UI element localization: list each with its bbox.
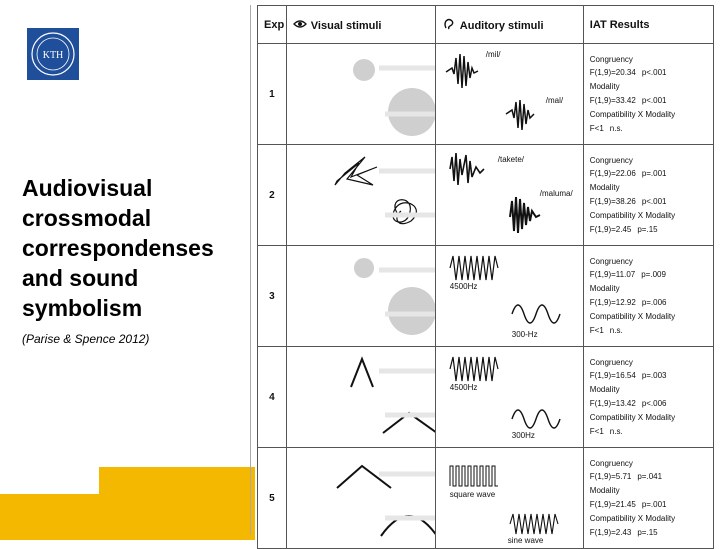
visual-stimulus-graphic [287, 448, 435, 543]
auditory-label: 300Hz [511, 431, 535, 440]
result-line: F(1,9)=21.45 p=.001 [589, 500, 667, 509]
iat-results [583, 347, 713, 448]
auditory-label: /mil/ [485, 50, 501, 59]
auditory-stimuli [435, 347, 583, 448]
header-exp: Exp [258, 6, 287, 44]
results-table [257, 5, 714, 549]
table-row [258, 246, 714, 347]
result-line: F(1,9)=5.71 p=.041 [589, 472, 663, 482]
auditory-stimuli [435, 448, 583, 549]
visual-stimulus-graphic [287, 44, 435, 139]
visual-stimuli [286, 448, 435, 549]
exp-number: 3 [258, 246, 287, 347]
result-line: Modality [589, 183, 620, 193]
visual-stimulus-graphic [287, 246, 435, 341]
accent-bar-tab [99, 467, 255, 495]
table-row [258, 145, 714, 246]
result-line: F(1,9)=2.45 p=.15 [589, 224, 658, 234]
result-line: Modality [589, 486, 620, 496]
result-line: F<1 n.s. [589, 325, 623, 335]
result-line: Congruency [589, 357, 633, 367]
waveform-graphic [436, 44, 583, 139]
result-line: F(1,9)=20.34 p<.001 [589, 68, 667, 78]
title-line: symbolism [22, 295, 143, 321]
visual-stimuli [286, 145, 435, 246]
header-auditory [435, 6, 583, 44]
result-line: Congruency [589, 155, 633, 165]
auditory-label: /takete/ [497, 155, 525, 164]
result-line: F(1,9)=13.42 p<.006 [589, 399, 667, 408]
result-line: Modality [589, 284, 620, 294]
kth-logo [27, 28, 79, 80]
svg-text:KTH: KTH [42, 50, 64, 61]
auditory-label: 4500Hz [449, 282, 478, 291]
result-line: Compatibility X Modality [589, 109, 676, 119]
header-iat: IAT Results [583, 6, 713, 44]
table-row [258, 347, 714, 448]
title-line: crossmodal [22, 205, 152, 231]
waveform-graphic [436, 347, 583, 442]
result-line: F(1,9)=11.07 p=.009 [589, 270, 666, 280]
auditory-label: /mal/ [545, 96, 564, 105]
auditory-stimuli [435, 44, 583, 145]
visual-stimuli [286, 246, 435, 347]
auditory-stimuli [435, 246, 583, 347]
eye-icon [293, 18, 307, 30]
auditory-label: square wave [449, 490, 496, 499]
auditory-label: /maluma/ [539, 189, 573, 198]
title-line: and sound [22, 265, 139, 291]
visual-stimulus-graphic [287, 145, 435, 240]
slide-title [22, 173, 247, 323]
result-line: Compatibility X Modality [589, 412, 676, 422]
waveform-graphic [436, 246, 583, 341]
header-visual [286, 6, 435, 44]
auditory-label: sine wave [507, 536, 544, 545]
table-row [258, 448, 714, 549]
visual-stimulus-graphic [287, 347, 435, 442]
result-line: F<1 n.s. [589, 426, 623, 436]
result-line: Compatibility X Modality [589, 311, 676, 321]
visual-stimuli [286, 347, 435, 448]
citation: (Parise & Spence 2012) [22, 332, 150, 346]
iat-results [583, 145, 713, 246]
result-line: F(1,9)=33.42 p<.001 [589, 96, 667, 105]
table-row [258, 44, 714, 145]
result-line: Modality [589, 82, 620, 92]
result-line: F(1,9)=2.43 p=.15 [589, 527, 658, 537]
result-line: F(1,9)=38.26 p<.001 [589, 197, 667, 206]
accent-bar [0, 494, 255, 540]
result-line: F(1,9)=12.92 p=.006 [589, 298, 667, 307]
header-auditory-label: Auditory stimuli [459, 19, 544, 32]
iat-results [583, 448, 713, 549]
result-line: Congruency [589, 458, 633, 468]
auditory-label: 300-Hz [511, 330, 538, 339]
iat-results [583, 44, 713, 145]
result-line: Compatibility X Modality [589, 210, 676, 220]
result-line: F<1 n.s. [589, 123, 623, 133]
result-line: Compatibility X Modality [589, 513, 676, 523]
exp-number: 4 [258, 347, 287, 448]
header-row [258, 6, 714, 44]
visual-stimuli [286, 44, 435, 145]
exp-number: 5 [258, 448, 287, 549]
result-line: F(1,9)=22.06 p=.001 [589, 169, 667, 179]
exp-number: 1 [258, 44, 287, 145]
auditory-label: 4500Hz [449, 383, 478, 392]
title-line: Audiovisual [22, 175, 153, 201]
exp-number: 2 [258, 145, 287, 246]
header-visual-label: Visual stimuli [310, 19, 382, 32]
title-line: correspondenses [22, 235, 214, 261]
result-line: F(1,9)=16.54 p=.003 [589, 371, 667, 381]
result-line: Congruency [589, 256, 633, 266]
iat-results [583, 246, 713, 347]
divider [250, 5, 251, 535]
result-line: Modality [589, 385, 620, 395]
result-line: Congruency [589, 54, 633, 64]
ear-icon [442, 18, 456, 30]
auditory-stimuli [435, 145, 583, 246]
